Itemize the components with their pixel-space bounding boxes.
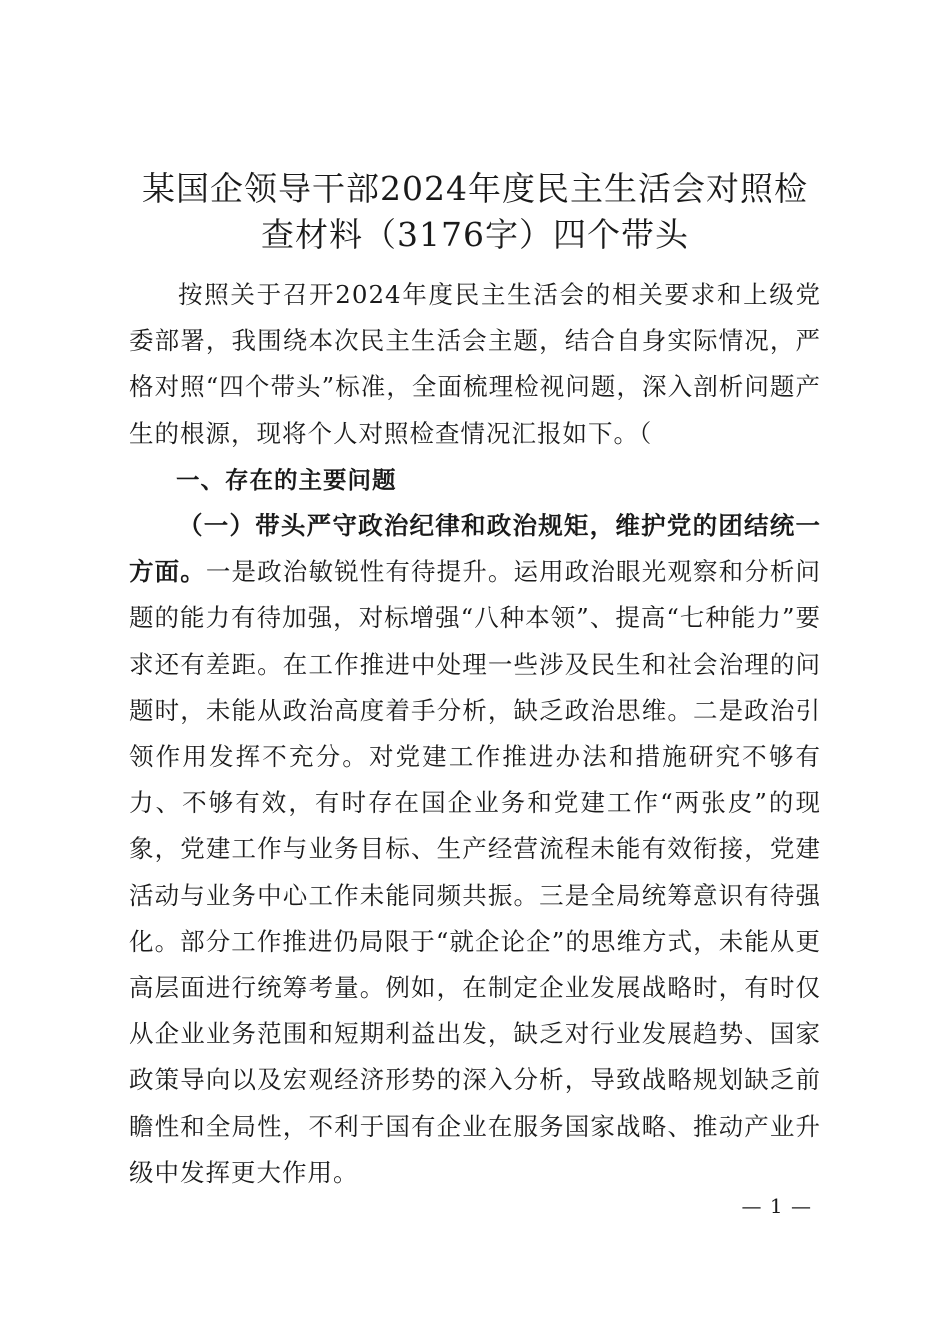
subsection-body: 一是政治敏锐性有待提升。运用政治眼光观察和分析问题的能力有待加强，对标增强“八种本领”、提高“七种能力”要求还有差距。在工作推进中处理一些涉及民生和社会治理的问题时，未能从政治高度着手分析，缺乏政治思维。二是政治引领作用发挥不充分。对党建工作推进办法和措施研究不够有力、不够有效，有时存在国企业务和党建工作“两张皮”的现象，党建工作与业务目标、生产经营流程未能有效衔接，党建活动与业务中心工作未能同频共振。三是全局统筹意识有待强化。部分工作推进仍局限于“就企论企”的思维方式，未能从更高层面进行统筹考量。例如，在制定企业发展战略时，有时仅从企业业务范围和短期利益出发，缺乏对行业发展趋势、国家政策导向以及宏观经济形势的深入分析，导致战略规划缺乏前瞻性和全局性，不利于国有企业在服务国家战略、推动产业升级中发挥更大作用。: [129, 557, 821, 1187]
subsection-paragraph: [129, 503, 821, 1196]
document-title: [118, 166, 832, 258]
subsection-heading: （一）带头严守政治纪律和政治规矩，维护党的团结统一方面。: [129, 511, 821, 587]
title-line-2: 查材料（3176字）四个带头: [261, 215, 689, 254]
title-line-1: 某国企领导干部2024年度民主生活会对照检: [142, 169, 808, 208]
intro-paragraph: 按照关于召开2024年度民主生活会的相关要求和上级党委部署，我围绕本次民主生活会主题，结合自身实际情况，严格对照“四个带头”标准，全面梳理检视问题，深入剖析问题产生的根源，现将个人对照检查情况汇报如下。（: [129, 280, 821, 448]
section-heading: 一、存在的主要问题: [176, 465, 397, 494]
document-body: [129, 272, 821, 1196]
page-number: — 1 —: [741, 1194, 812, 1218]
